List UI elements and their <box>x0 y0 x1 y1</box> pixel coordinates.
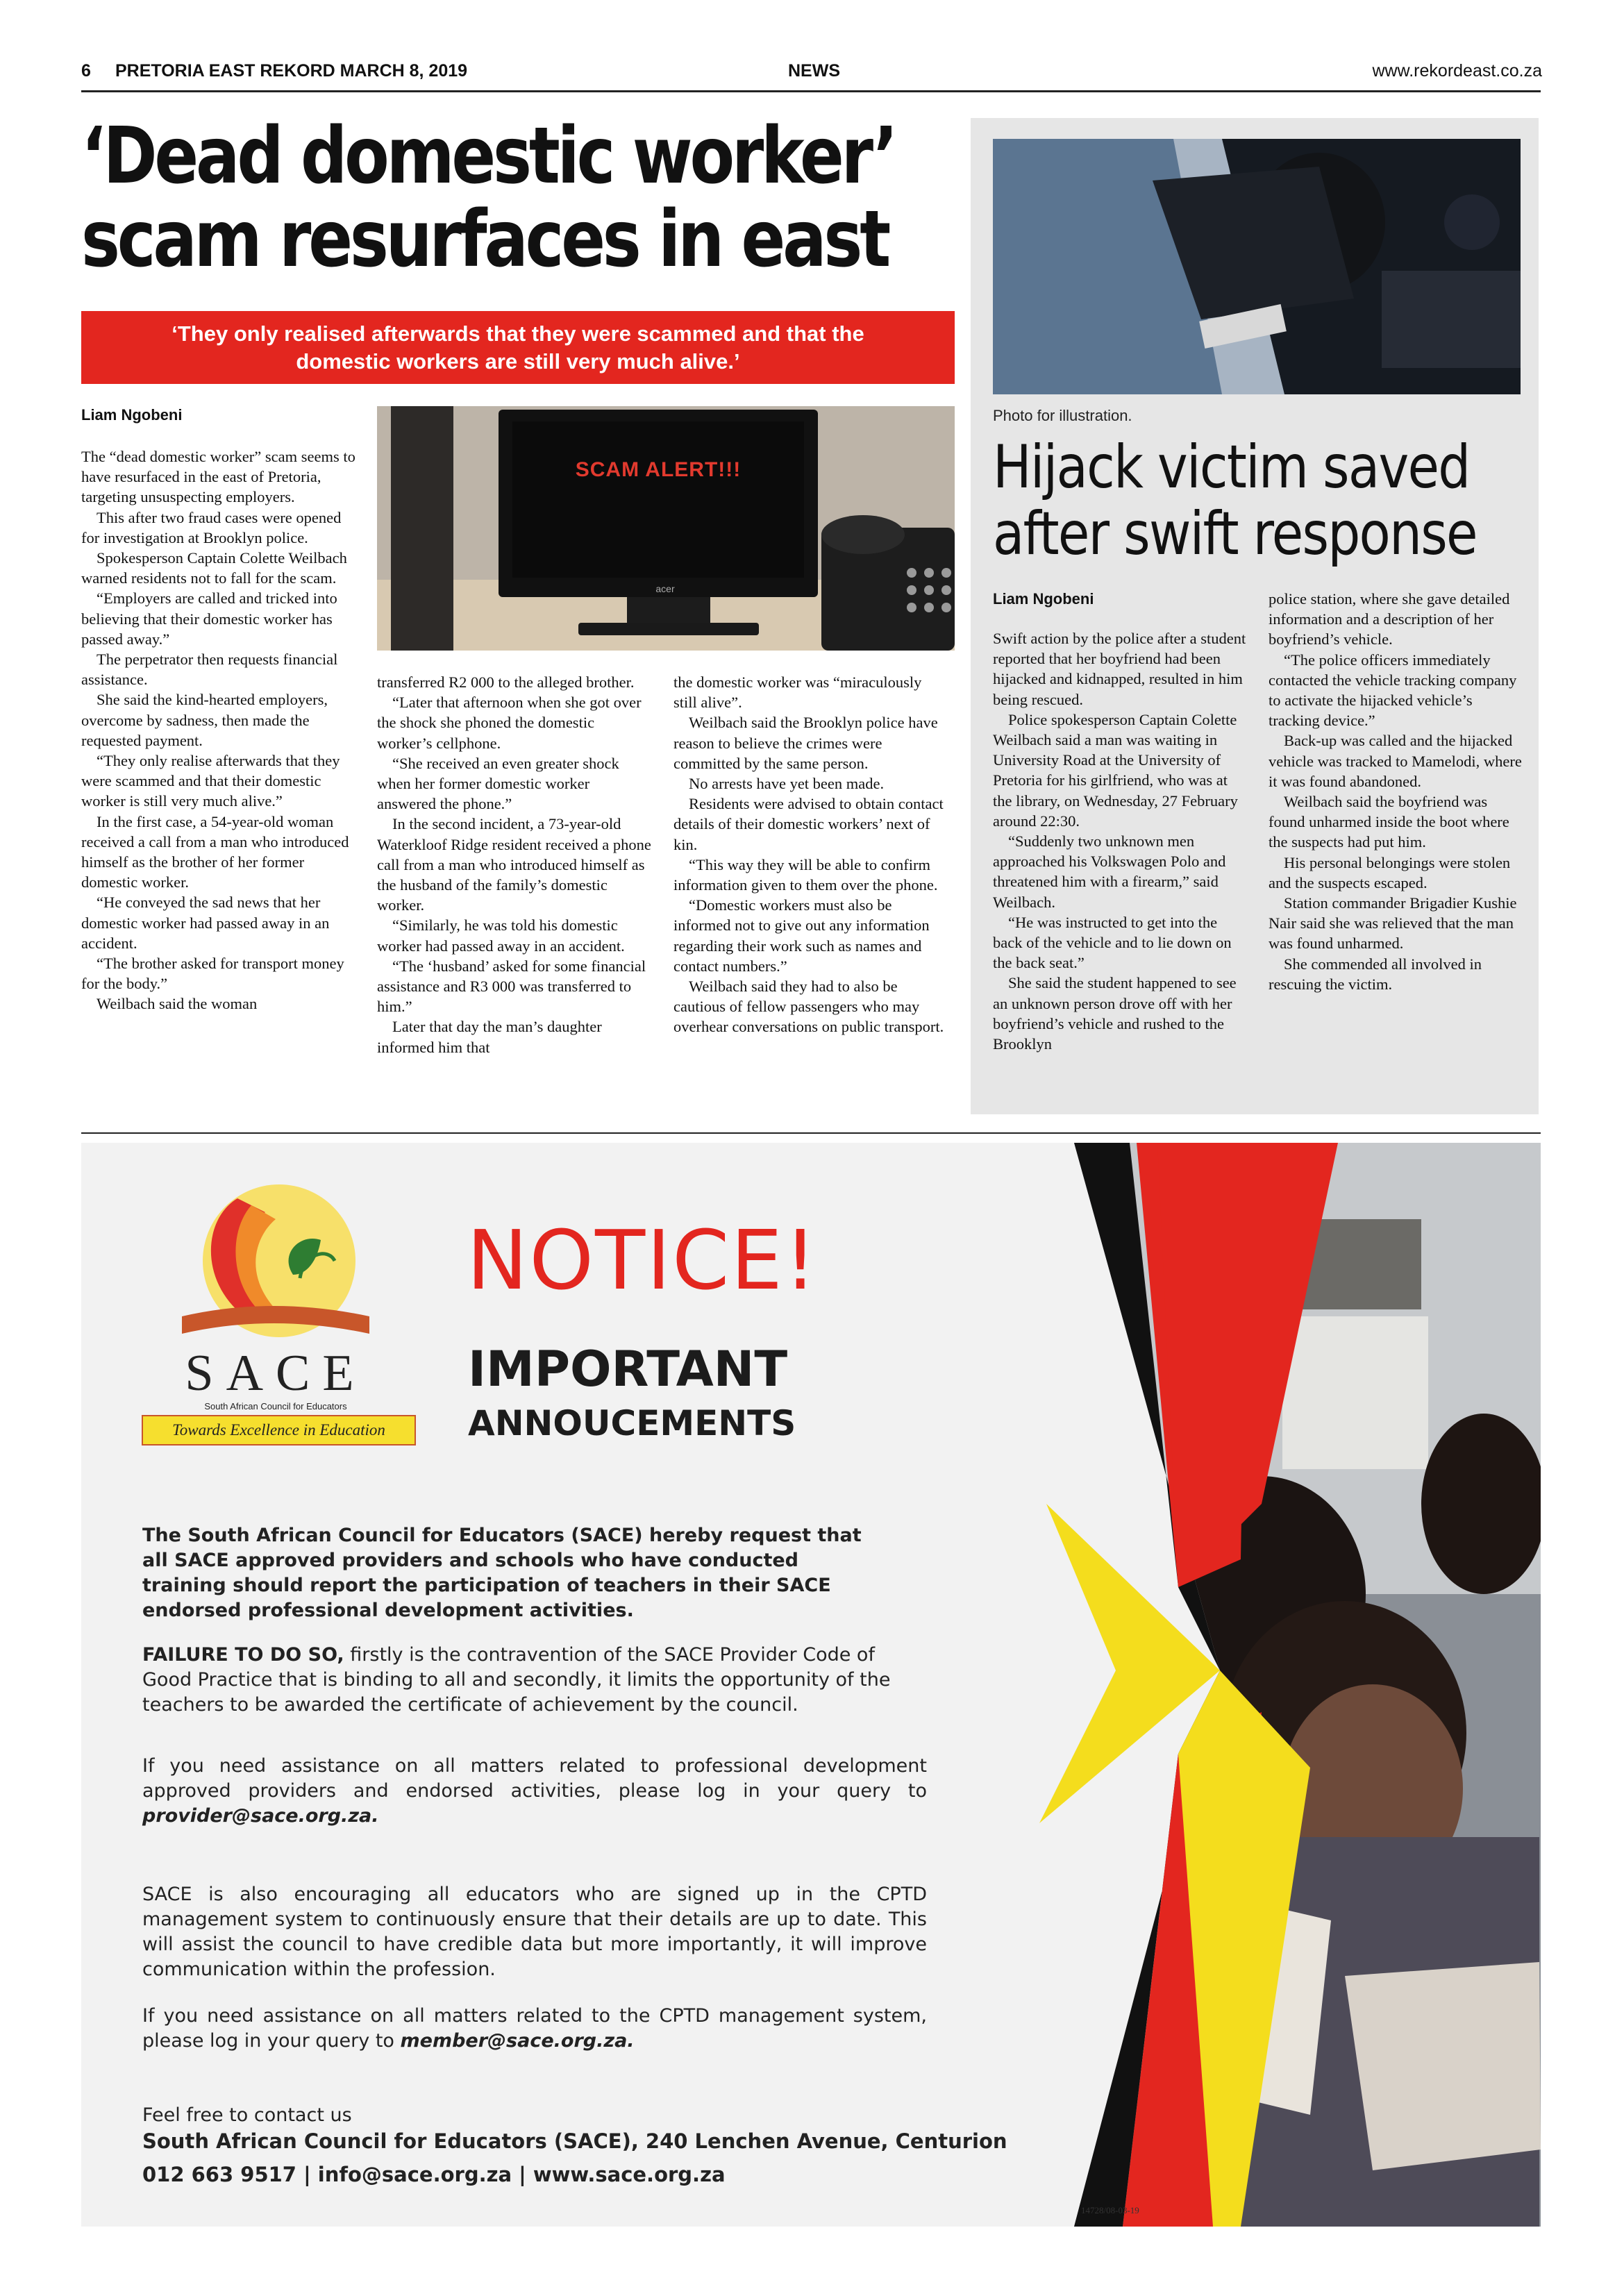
sace-logo-icon <box>161 1171 383 1348</box>
main-byline: Liam Ngobeni <box>81 406 183 424</box>
article-paragraph: Weilbach said the Brooklyn police have reason to believe the crimes were committed by the same person. <box>673 714 938 772</box>
article-paragraph: “Domestic workers must also be informed not to give out any information regarding their work such as names and contact numbers.” <box>673 896 930 975</box>
article-paragraph: Weilbach said the boyfriend was found unharmed inside the boot where the suspects had put him. <box>1269 793 1509 851</box>
pull-quote: ‘They only realised afterwards that they were scammed and that the domestic workers are still very much alive.’ <box>81 311 955 384</box>
scam-alert-photo <box>377 406 955 651</box>
failure-text: firstly is the contravention of the SACE Provider Code of Good Practice that is binding to all and secondly, it limits the opportunity of the teachers to be awarded the certificate of achievement by the council. <box>142 1644 891 1716</box>
article-paragraph: Station commander Brigadier Kushie Nair said she was relieved that the man was found unharmed. <box>1269 894 1517 953</box>
contact-intro: Feel free to contact us <box>142 2104 352 2126</box>
flag-wedges <box>949 1143 1366 2227</box>
article-paragraph: Swift action by the police after a student reported that her boyfriend had been hijacked and kidnapped, resulted in him being rescued. <box>993 630 1246 708</box>
article-paragraph: The perpetrator then requests financial assistance. <box>81 651 338 689</box>
article-paragraph: “Later that afternoon when she got over the shock she phoned the domestic worker’s cellphone. <box>377 694 642 752</box>
sace-tagline: Towards Excellence in Education <box>142 1415 416 1446</box>
article-paragraph: “Suddenly two unknown men approached his Volkswagen Polo and threatened him with a firearm,” said Weilbach. <box>993 832 1226 911</box>
article-paragraph: transferred R2 000 to the alleged brother. <box>377 673 635 691</box>
article-paragraph: This after two fraud cases were opened for investigation at Brooklyn police. <box>81 508 342 546</box>
article-paragraph: Residents were advised to obtain contact details of their domestic workers’ next of kin. <box>673 795 944 853</box>
hijacker-illustration <box>993 139 1521 394</box>
article-paragraph: Police spokesperson Captain Colette Weilbach said a man was waiting in University Road at the University of Pretoria for his girlfriend, who was at the library, on Wednesday, 27 February around 22:30. <box>993 710 1238 830</box>
article-paragraph: police station, where she gave detailed information and a description of her boyfriend’s vehicle. <box>1269 590 1510 648</box>
page-number: 6 <box>81 61 91 81</box>
failure-label: FAILURE TO DO SO, <box>142 1644 344 1666</box>
notice-heading: NOTICE! <box>467 1212 819 1308</box>
main-column-2 <box>377 672 651 1057</box>
main-column-3 <box>673 672 948 1037</box>
article-paragraph: “Similarly, he was told his domestic worker had passed away in an accident. <box>377 916 625 955</box>
cptd-text: If you need assistance on all matters related to the CPTD management system, please log in your query to <box>142 2005 927 2052</box>
header-rule <box>81 90 1541 92</box>
ad-paragraph-2 <box>142 1643 927 1718</box>
announcements-heading: ANNOUCEMENTS <box>468 1403 796 1443</box>
sidebar-headline: Hijack victim saved after swift response <box>993 433 1477 569</box>
article-paragraph: She said the kind-hearted employers, overcome by sadness, then made the requested payment. <box>81 691 328 749</box>
ad-paragraph-3 <box>142 1754 927 1829</box>
article-paragraph: “The ‘husband’ asked for some financial assistance and R3 000 was transferred to him.” <box>377 957 646 1016</box>
photo-caption: Photo for illustration. <box>993 407 1132 424</box>
ad-paragraph-5 <box>142 2004 927 2054</box>
article-paragraph: No arrests have yet been made. <box>689 775 885 793</box>
ad-paragraph-4: SACE is also encouraging all educators who are signed up in the CPTD management system to continuously ensure that their details are up to date. This will assist the council to have credible data but more importantly, it will improve communication within the profession. <box>142 1884 927 1980</box>
screen-text: SCAM ALERT!!! <box>575 458 742 481</box>
sidebar-column-1 <box>993 628 1250 1054</box>
website-link[interactable]: www.rekordeast.co.za <box>1372 61 1542 81</box>
computer-illustration <box>377 406 955 651</box>
member-email-link[interactable]: member@sace.org.za. <box>400 2030 635 2052</box>
article-paragraph: In the second incident, a 73-year-old Waterkloof Ridge resident received a phone call from a man who introduced himself as the husband of the family’s domestic worker. <box>377 815 651 914</box>
article-paragraph: “Employers are called and tricked into believing that their domestic worker has passed away.” <box>81 589 337 648</box>
sace-acronym: SACE <box>185 1345 367 1402</box>
article-paragraph: His personal belongings were stolen and the suspects escaped. <box>1269 853 1511 891</box>
monitor-brand: acer <box>655 583 675 594</box>
main-column-1 <box>81 446 355 1014</box>
article-paragraph: “He was instructed to get into the back of the vehicle and to lie down on the back seat.” <box>993 913 1232 972</box>
publication-name: PRETORIA EAST REKORD MARCH 8, 2019 <box>115 61 468 81</box>
provider-email-link[interactable]: provider@sace.org.za. <box>142 1805 379 1827</box>
article-paragraph: Weilbach said they had to also be cautious of fellow passengers who may overhear conversations on public transport. <box>673 978 944 1036</box>
main-headline: ‘Dead domestic worker’ scam resurfaces in east <box>81 111 896 285</box>
section-rule <box>81 1132 1541 1134</box>
sace-advert <box>81 1143 1541 2227</box>
article-paragraph: the domestic worker was “miraculously still alive”. <box>673 673 922 712</box>
article-paragraph: Back-up was called and the hijacked vehicle was tracked to Mamelodi, where it was found abandoned. <box>1269 732 1522 790</box>
article-paragraph: “He conveyed the sad news that her domestic worker had passed away in an accident. <box>81 894 330 952</box>
article-paragraph: “The police officers immediately contacted the vehicle tracking company to activate the hijacked vehicle’s tracking device.” <box>1269 651 1517 730</box>
ad-code: 14728/08-03-19 <box>1081 2205 1139 2215</box>
article-paragraph: “The brother asked for transport money for the body.” <box>81 955 344 993</box>
article-paragraph: “She received an even greater shock when her former domestic worker answered the phone.” <box>377 754 619 813</box>
contact-address: South African Council for Educators (SACE), 240 Lenchen Avenue, Centurion <box>142 2129 1007 2153</box>
section-label: NEWS <box>788 61 840 81</box>
contact-details[interactable]: 012 663 9517 | info@sace.org.za | www.sace.org.za <box>142 2163 726 2186</box>
hijack-photo <box>993 139 1521 394</box>
article-paragraph: The “dead domestic worker” scam seems to have resurfaced in the east of Pretoria, targeting unsuspecting employers. <box>81 448 355 506</box>
article-paragraph: Spokesperson Captain Colette Weilbach warned residents not to fall for the scam. <box>81 549 347 587</box>
article-paragraph: “This way they will be able to confirm information given to them over the phone. <box>673 855 938 894</box>
article-paragraph: She said the student happened to see an unknown person drove off with her boyfriend’s vehicle and rushed to the Brooklyn <box>993 974 1237 1053</box>
article-paragraph: “They only realise afterwards that they were scammed and that their domestic worker is still very much alive.” <box>81 752 340 810</box>
article-paragraph: In the first case, a 54-year-old woman received a call from a man who introduced himself as the brother of her former domestic worker. <box>81 812 349 891</box>
sace-subtitle: South African Council for Educators <box>204 1401 347 1411</box>
article-paragraph: She commended all involved in rescuing the victim. <box>1269 955 1482 993</box>
ad-paragraph-1: The South African Council for Educators (SACE) hereby request that all SACE approved providers and schools who have conducted training should report the participation of teachers in their SACE endorsed professional development activities. <box>142 1525 862 1621</box>
provider-text: If you need assistance on all matters related to professional development approved providers and endorsed activities, please log in your query to <box>142 1755 927 1802</box>
sidebar-column-2 <box>1269 589 1525 994</box>
article-paragraph: Weilbach said the woman <box>97 995 258 1013</box>
sidebar-byline: Liam Ngobeni <box>993 590 1094 607</box>
article-paragraph: Later that day the man’s daughter informed him that <box>377 1018 602 1056</box>
important-heading: IMPORTANT <box>468 1341 788 1398</box>
